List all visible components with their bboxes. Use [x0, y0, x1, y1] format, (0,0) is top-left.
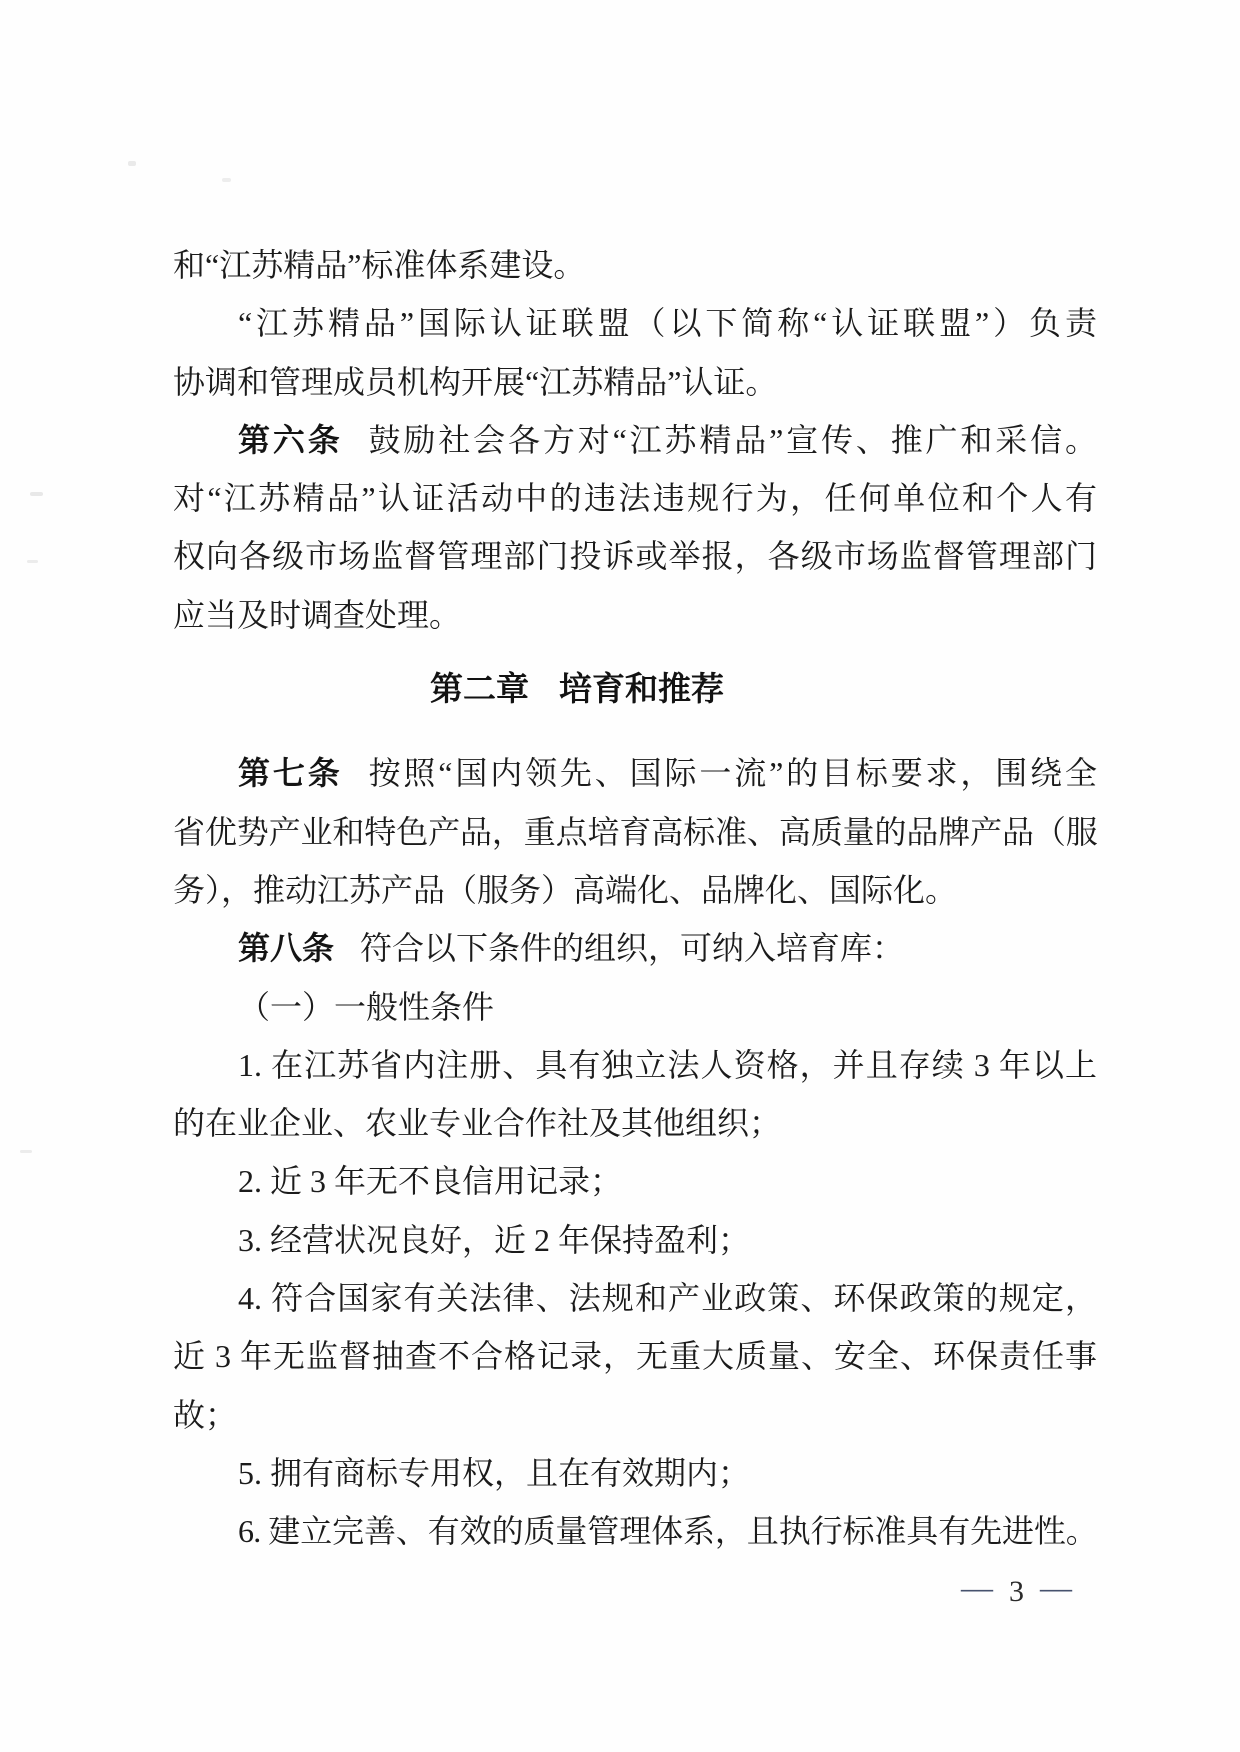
chapter-title: 培育和推荐 [559, 670, 724, 708]
line-text: 5. 拥有商标专用权，且在有效期内； [238, 1454, 751, 1491]
scan-artifact [30, 492, 43, 496]
text-line [173, 1502, 1097, 1560]
text-line [173, 469, 1097, 527]
text-line [173, 1269, 1097, 1327]
line-text: 对“江苏精品”认证活动中的违法违规行为，任何单位和个人有 [173, 480, 1097, 517]
scan-artifact [20, 1150, 32, 1153]
line-text: 故； [173, 1396, 238, 1433]
line-text: 近 3 年无监督抽查不合格记录，无重大质量、安全、环保责任事 [173, 1338, 1097, 1375]
text-line [173, 803, 1097, 861]
scan-artifact [27, 560, 38, 563]
line-text: 6. 建立完善、有效的质量管理体系，且执行标准具有先进性。 [238, 1513, 1097, 1550]
page-number-value: 3 [1009, 1575, 1024, 1608]
line-text: 鼓励社会各方对“江苏精品”宣传、推广和采信。 [368, 421, 1097, 458]
text-column [173, 236, 1097, 1561]
text-line [173, 978, 1097, 1036]
page-number-dash: — [961, 1569, 993, 1605]
text-line [173, 1152, 1097, 1210]
chapter-number: 第二章 [430, 670, 529, 708]
line-text: 应当及时调查处理。 [173, 596, 462, 633]
page-number [961, 1570, 1072, 1612]
text-line [173, 1211, 1097, 1269]
article-label: 第六条 [238, 421, 343, 458]
text-line [173, 1327, 1097, 1385]
line-text: 按照“国内领先、国际一流”的目标要求，围绕全 [368, 755, 1097, 792]
text-line [173, 919, 1097, 977]
line-text: 3. 经营状况良好，近 2 年保持盈利； [238, 1221, 751, 1258]
text-line [173, 353, 1097, 411]
line-text: “江苏精品”国际认证联盟（以下简称“认证联盟”）负责 [238, 305, 1097, 342]
article-label: 第八条 [238, 930, 335, 967]
text-line [173, 527, 1097, 585]
text-line [173, 1386, 1097, 1444]
line-text: 符合以下条件的组织，可纳入培育库： [360, 930, 905, 967]
line-text: 4. 符合国家有关法律、法规和产业政策、环保政策的规定， [238, 1280, 1097, 1317]
line-text: 2. 近 3 年无不良信用记录； [238, 1163, 623, 1200]
line-text: 的在业企业、农业专业合作社及其他组织； [173, 1105, 782, 1142]
text-line [173, 1444, 1097, 1502]
text-line [173, 236, 1097, 294]
line-text: 权向各级市场监督管理部门投诉或举报，各级市场监督管理部门 [173, 538, 1097, 575]
page-number-dash: — [1040, 1569, 1072, 1605]
text-line [173, 586, 1097, 644]
line-text: 和“江苏精品”标准体系建设。 [173, 247, 586, 283]
text-line [173, 411, 1097, 469]
line-text: 省优势产业和特色产品，重点培育高标准、高质量的品牌产品（服 [173, 813, 1097, 850]
line-text: 1. 在江苏省内注册、具有独立法人资格，并且存续 3 年以上 [238, 1046, 1097, 1083]
text-line [173, 294, 1097, 352]
chapter-heading [115, 660, 1039, 718]
article-label: 第七条 [238, 755, 343, 792]
line-text: 务），推动江苏产品（服务）高端化、品牌化、国际化。 [173, 871, 958, 908]
text-line [173, 1036, 1097, 1094]
scan-artifact [222, 178, 231, 182]
text-line [173, 744, 1097, 802]
scan-artifact [128, 161, 136, 166]
line-text: 协调和管理成员机构开展“江苏精品”认证。 [173, 363, 778, 400]
text-line [173, 1094, 1097, 1152]
line-text: （一）一般性条件 [238, 988, 495, 1025]
text-line [173, 861, 1097, 919]
